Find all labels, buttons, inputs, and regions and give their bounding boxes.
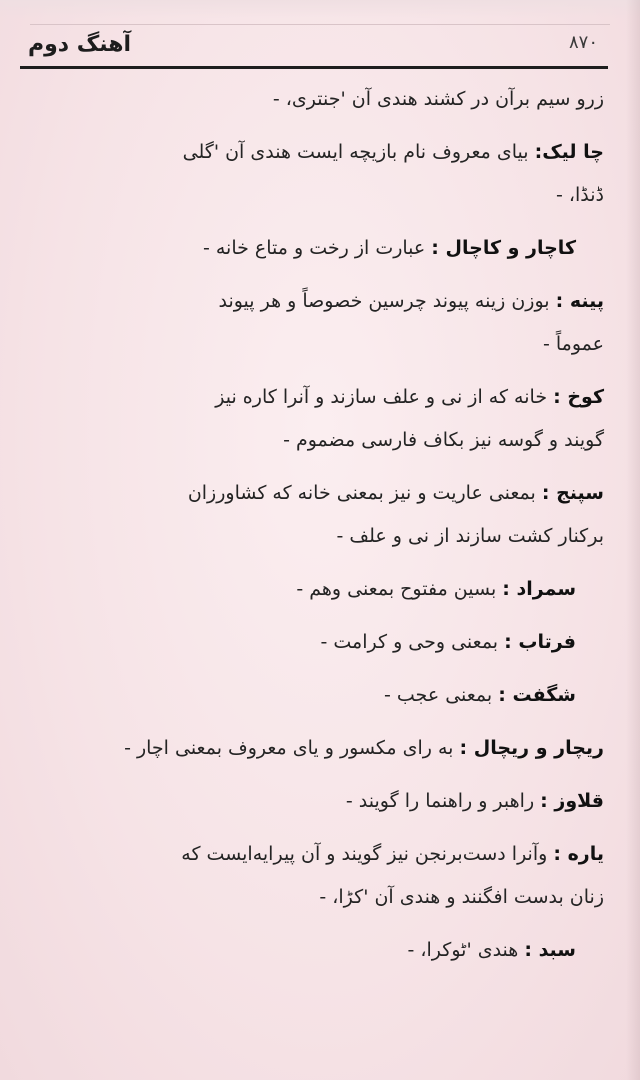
entry-headword: سپنج :	[541, 482, 604, 504]
entry-headword: چا لیک:	[534, 141, 604, 163]
page-top-edge	[0, 0, 640, 18]
text-line	[24, 131, 604, 174]
entry-headword: کوخ :	[553, 386, 604, 408]
entry-headword: فرتاب :	[504, 631, 576, 653]
text-line	[24, 568, 604, 611]
entry-headword: یاره :	[553, 843, 604, 865]
text-line	[24, 780, 604, 823]
entry-definition: بمعنی عاریت و نیز بمعنی خانه که کشاورزان	[187, 482, 536, 504]
text-line	[24, 515, 604, 558]
entry-definition: بمعنی عجب -	[384, 684, 493, 706]
entry-headword: کاچار و کاچال :	[431, 237, 576, 259]
header-rule	[20, 66, 608, 69]
entry-definition: خانه که از نی و علف سازند و آنرا کاره نیز	[215, 386, 548, 408]
text-line	[24, 174, 604, 217]
entry-definition: عبارت از رخت و متاع خانه -	[202, 237, 426, 259]
text-line	[24, 929, 604, 972]
entry-definition: به رای مکسور و یای معروف بمعنی اچار -	[124, 737, 454, 759]
text-line	[24, 323, 604, 366]
entry-headword: سبد :	[524, 939, 576, 961]
text-line	[24, 472, 604, 515]
page-body	[24, 78, 604, 972]
entry-continuation: زنان بدست افگنند و هندی آن 'کڑا، -	[319, 886, 604, 908]
text-line	[24, 674, 604, 717]
entry-headword: قلاوز :	[540, 790, 604, 812]
text-line	[24, 876, 604, 919]
entry-definition: بسین مفتوح بمعنی وهم -	[296, 578, 497, 600]
running-head: آهنگ دوم	[28, 32, 132, 57]
entry-headword: ریچار و ریچال :	[459, 737, 604, 759]
text-line	[24, 727, 604, 770]
text-line	[24, 419, 604, 462]
entry-definition: بمعنی وحی و کرامت -	[320, 631, 499, 653]
text-line	[24, 78, 604, 121]
text-line	[24, 376, 604, 419]
page-header	[22, 28, 608, 66]
entry-definition: بوزن زینه پیوند چرسین خصوصاً و هر پیوند	[218, 290, 550, 312]
faint-top-rule	[30, 24, 610, 25]
entry-continuation: برکنار کشت سازند از نی و علف -	[336, 525, 604, 547]
binding-shadow	[626, 0, 640, 1080]
text-line	[24, 833, 604, 876]
entry-headword: سمراد :	[502, 578, 576, 600]
entry-definition: راهبر و راهنما را گویند -	[345, 790, 535, 812]
text-line	[24, 227, 604, 270]
page-number: ۸۷۰	[568, 32, 598, 53]
text-line	[24, 621, 604, 664]
entry-continuation: زرو سیم برآن در کشند هندی آن 'جنتری، -	[272, 88, 604, 110]
entry-definition: هندی 'ٹوکرا، -	[407, 939, 519, 961]
entry-continuation: گویند و گوسه نیز بکاف فارسی مضموم -	[283, 429, 604, 451]
entry-definition: وآنرا دست‌برنجن نیز گویند و آن پیرایه‌ایست که	[181, 843, 548, 865]
entry-continuation: عموماً -	[543, 333, 604, 355]
entry-continuation: ڈنڈا، -	[555, 184, 604, 206]
text-line	[24, 280, 604, 323]
entry-definition: بیای معروف نام بازیچه ایست هندی آن 'گلی	[182, 141, 529, 163]
entry-headword: پینه :	[555, 290, 604, 312]
entry-headword: شگفت :	[498, 684, 576, 706]
